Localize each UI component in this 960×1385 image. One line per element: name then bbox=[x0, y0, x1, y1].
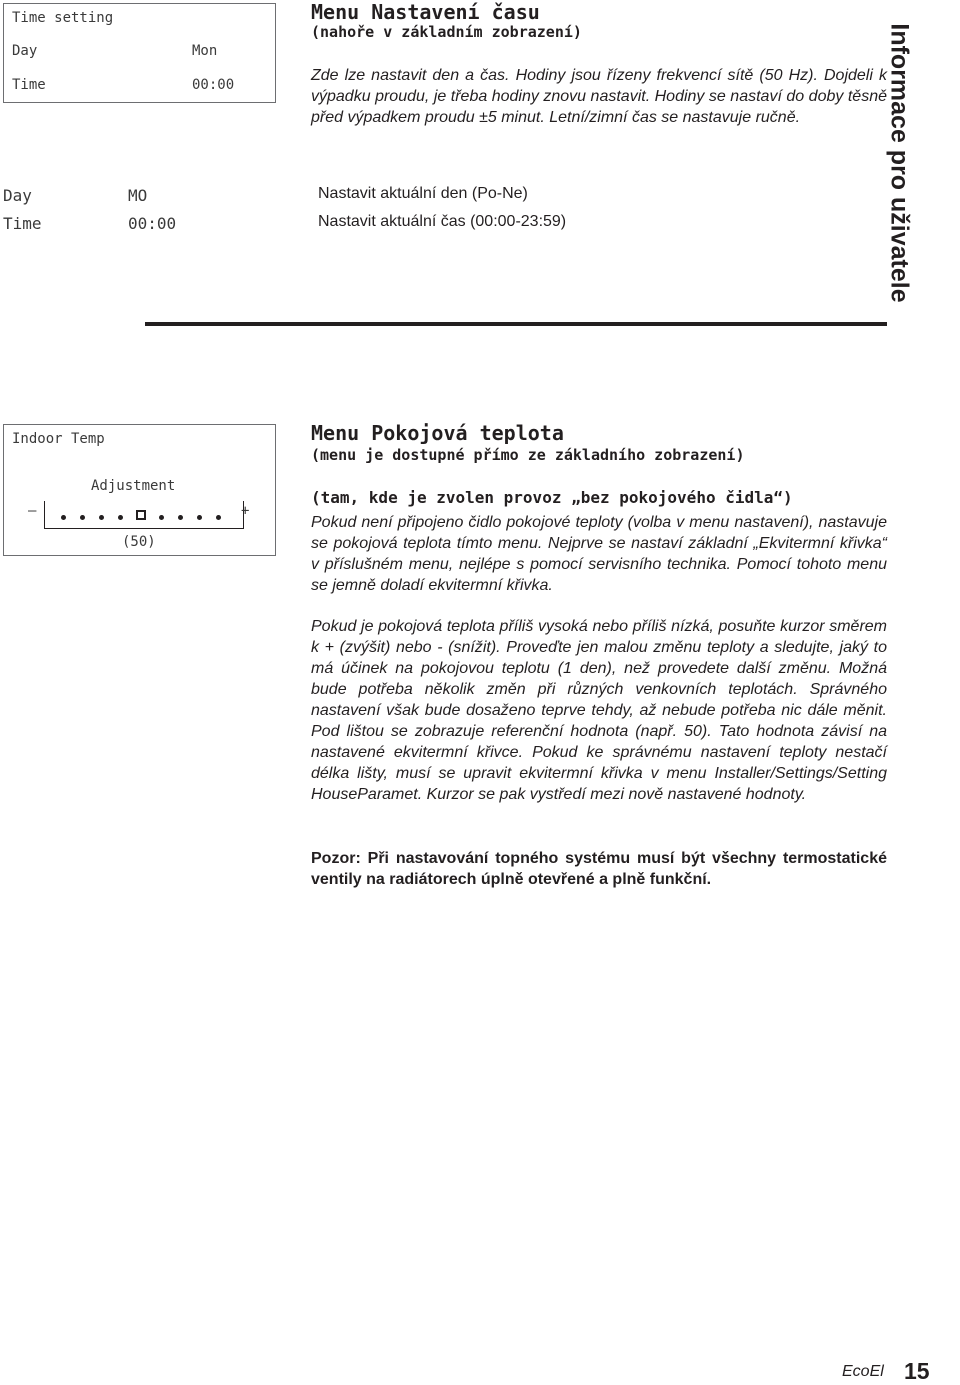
setting-time-value: 00:00 bbox=[128, 214, 177, 233]
setting-day-description: Nastavit aktuální den (Po-Ne) bbox=[318, 185, 528, 202]
lcd-time-value: 00:00 bbox=[192, 77, 235, 93]
setting-day-label: Day bbox=[3, 186, 32, 205]
lcd-day-value: Mon bbox=[192, 43, 218, 59]
slider-dot bbox=[61, 515, 66, 520]
room-menu-heading: Menu Pokojová teplota bbox=[311, 421, 564, 445]
slider-dot bbox=[99, 515, 104, 520]
room-menu-paragraph: Pokud je pokojová teplota příliš vysoká nebo příliš nízká, posuňte kurzor směrem k + (zvýšit) nebo - (snížit). Proveďte jen malou změnu teploty a sledujte, jaký to má účinek na pokojovou teplotu (1 den), než provedete další změnu. Možná bude potřeba několik změn při různých venkovních teplotách. Správného nastavení však bude dosaženo teprve tehdy, až nebude potřeba nic dále měnit. Pod lištou se zobrazuje referenční hodnota (např. 50). Tato hodnota závisí na nastavené ekvitermní křivce. Pokud ke správnému nastavení teploty nestačí délka lišty, musí se upravit ekvitermní křivka v menu Installer/Settings/Setting HouseParamet. Kurzor se pak vystředí mezi nově nastavené hodnoty. bbox=[311, 618, 887, 803]
lcd-title: Time setting bbox=[12, 10, 114, 26]
setting-time-label: Time bbox=[3, 214, 42, 233]
lcd-minus: – bbox=[28, 503, 37, 519]
room-menu-subheading: (menu je dostupné přímo ze základního zobrazení) bbox=[311, 446, 745, 464]
side-tab-label: Informace pro uživatele bbox=[885, 23, 914, 303]
indoor-temp-lcd bbox=[3, 424, 276, 556]
setting-day-value: MO bbox=[128, 186, 148, 205]
time-setting-lcd bbox=[3, 3, 276, 103]
side-tab bbox=[840, 3, 958, 323]
lcd-time-label: Time bbox=[12, 77, 46, 93]
time-menu-heading: Menu Nastavení času bbox=[311, 0, 540, 24]
footer-brand: EcoEl bbox=[842, 1363, 884, 1380]
slider-dot bbox=[197, 515, 202, 520]
slider-dot bbox=[159, 515, 164, 520]
lcd-day-label: Day bbox=[12, 43, 38, 59]
slider-dot bbox=[118, 515, 123, 520]
section-divider bbox=[145, 322, 887, 326]
lcd-adjustment-label: Adjustment bbox=[91, 478, 176, 494]
lcd-indoor-title: Indoor Temp bbox=[12, 431, 105, 447]
room-menu-section-text: Pokud není připojeno čidlo pokojové teploty (volba v menu nastavení), nastavuje se pokojová teplota tímto menu. Nejprve se nastaví základní „Ekvitermní křivka“ v příslušném menu, nejlépe s pomocí servisního technika. Pomocí tohoto menu se jemně doladí ekvitermní křivka. bbox=[311, 514, 887, 594]
room-menu-warning: Pozor: Při nastavování topného systému musí být všechny termostatické ventily na radiátorech úplně otevřené a plně funkční. bbox=[311, 850, 887, 888]
slider-dot bbox=[178, 515, 183, 520]
time-menu-subheading: (nahoře v základním zobrazení) bbox=[311, 23, 582, 41]
adjustment-slider bbox=[44, 501, 244, 529]
slider-dot bbox=[216, 515, 221, 520]
time-menu-description: Zde lze nastavit den a čas. Hodiny jsou řízeny frekvencí sítě (50 Hz). Dojdeli k výpadku proudu, je třeba hodiny znovu nastavit. Hodiny se nastaví do doby těsně před výpadkem proudu ±5 minut. Letní/zimní čas se nastavuje ručně. bbox=[311, 67, 887, 126]
slider-dot bbox=[80, 515, 85, 520]
page-number: 15 bbox=[904, 1358, 930, 1384]
lcd-plus: + bbox=[241, 503, 250, 519]
setting-time-description: Nastavit aktuální čas (00:00-23:59) bbox=[318, 213, 567, 230]
lcd-reference-value: (50) bbox=[122, 534, 156, 550]
room-menu-section-heading: (tam, kde je zvolen provoz „bez pokojového čidla“) bbox=[311, 488, 793, 507]
slider-cursor bbox=[136, 510, 146, 520]
